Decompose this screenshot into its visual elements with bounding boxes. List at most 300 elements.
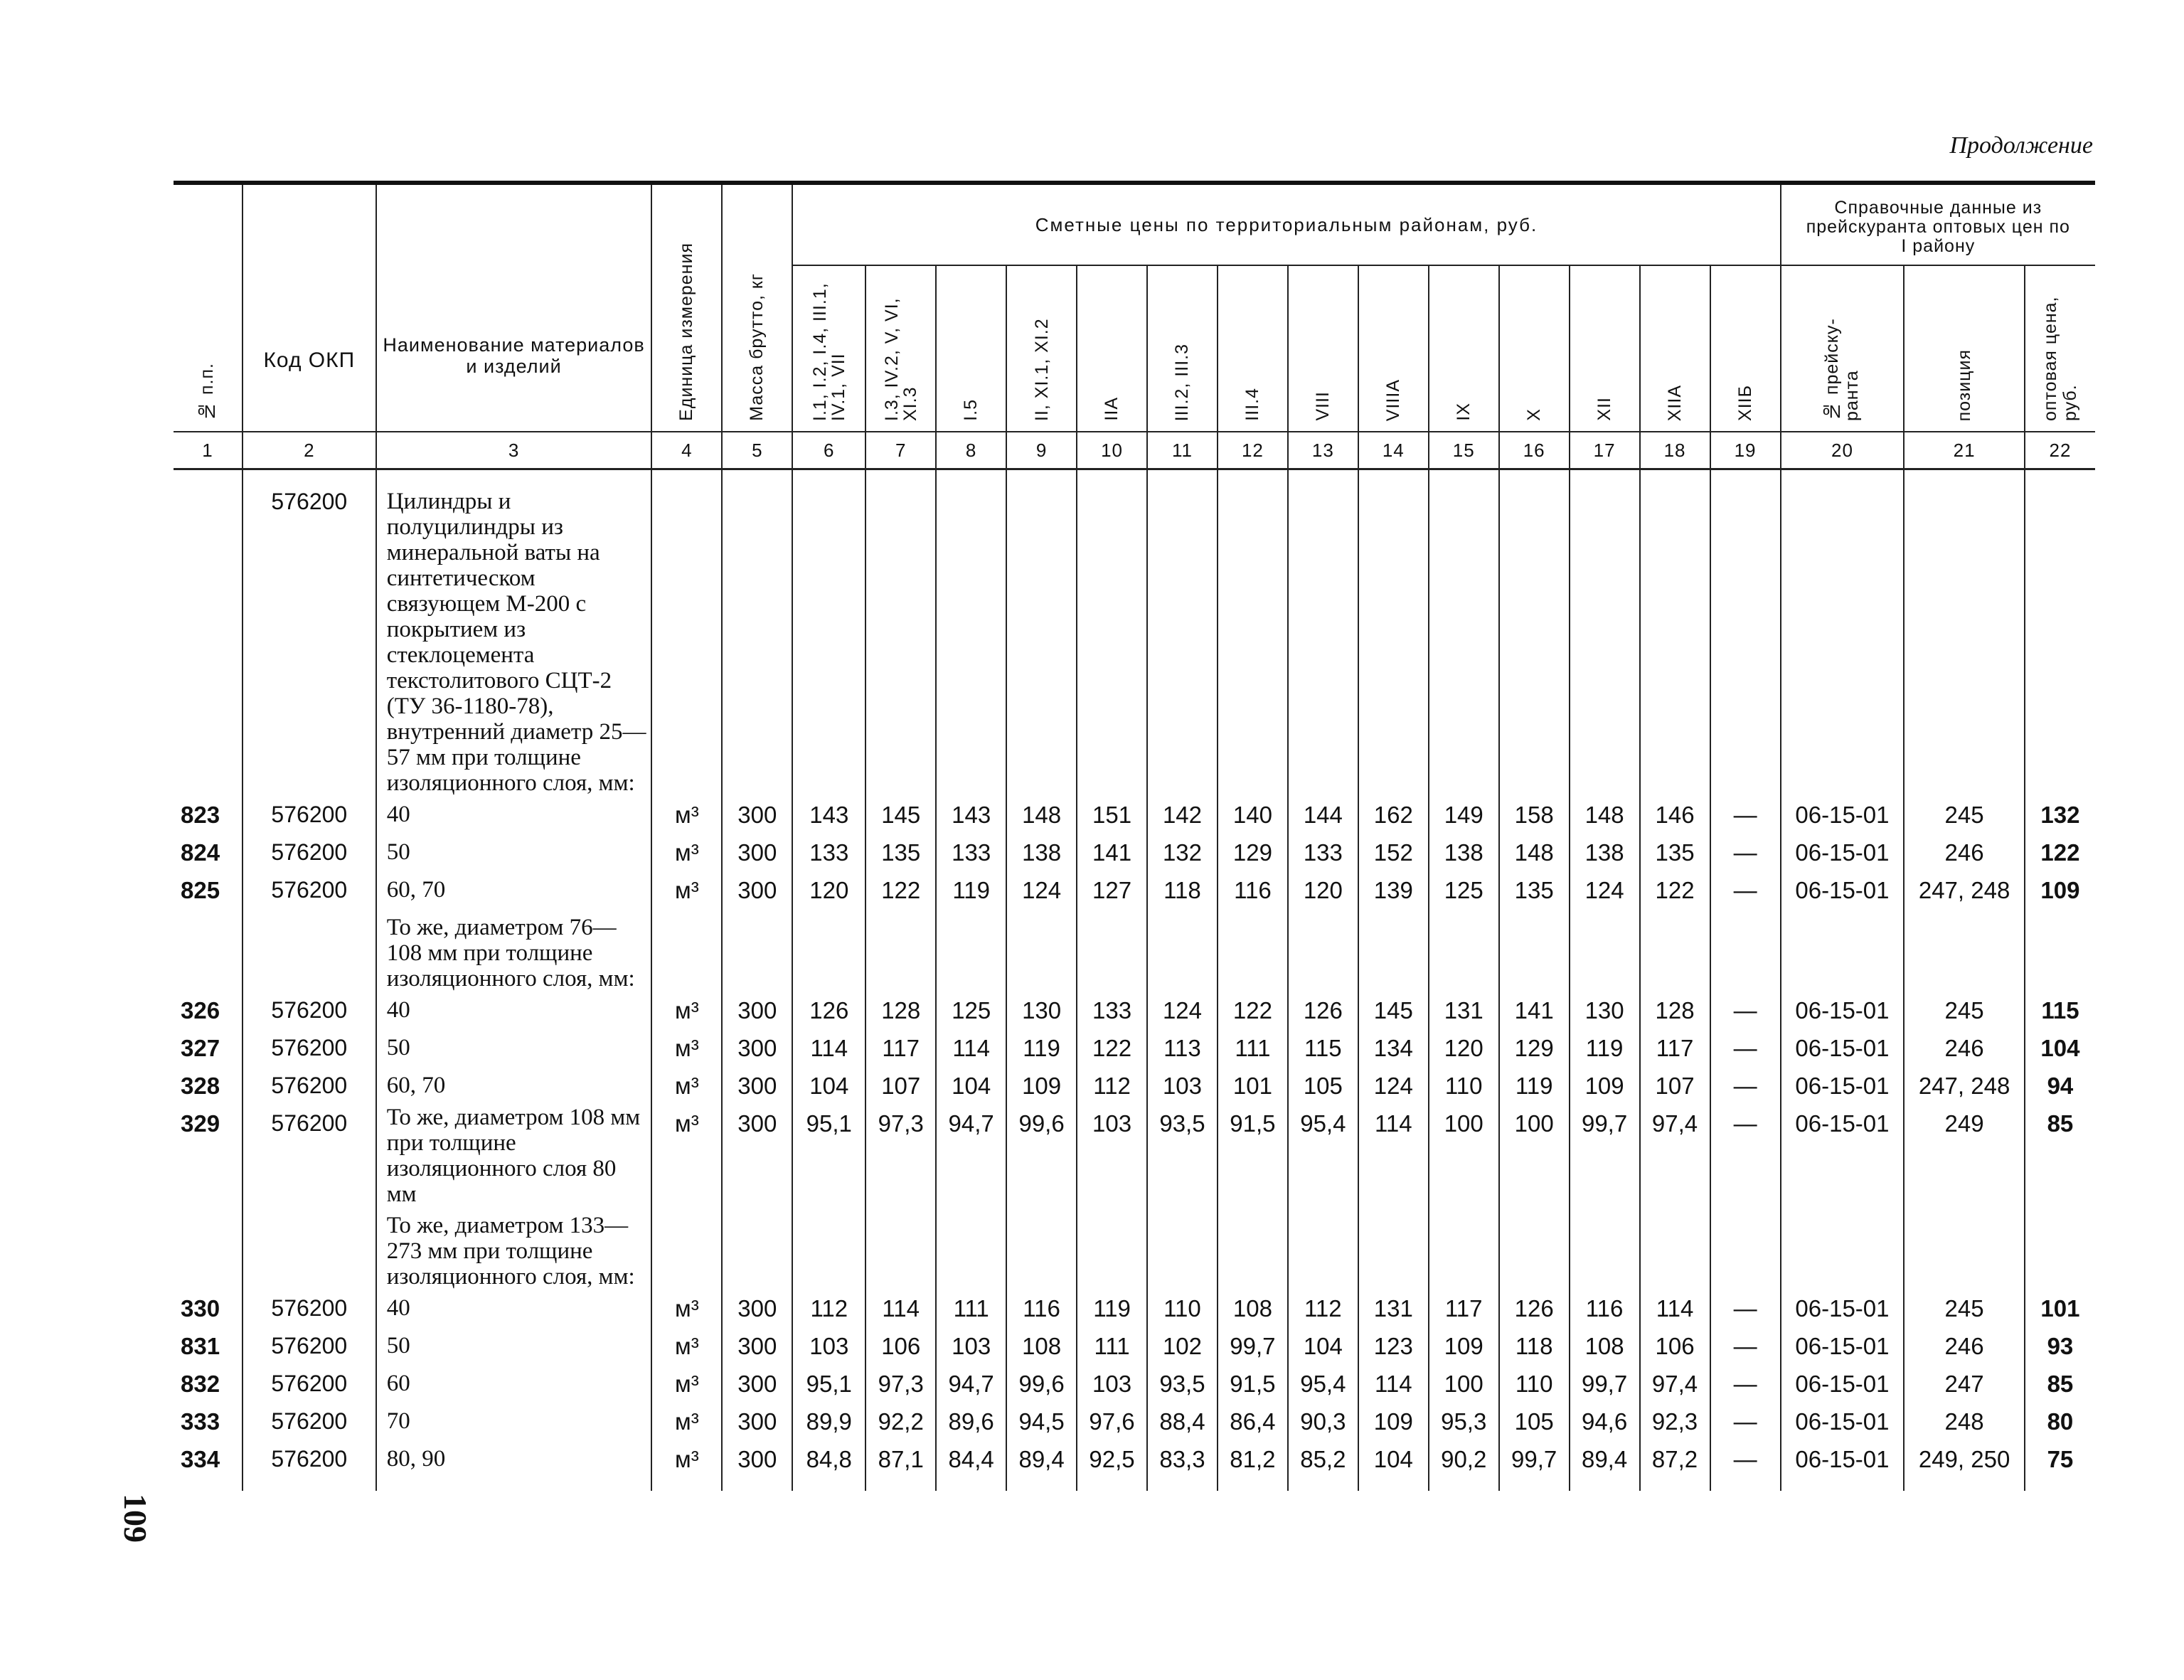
region-price: 95,4 [1288, 1105, 1358, 1207]
spacer-cell [1358, 469, 1429, 484]
region-price: 131 [1429, 991, 1499, 1029]
region-price: 112 [792, 1290, 865, 1327]
item-name: 80, 90 [376, 1440, 652, 1478]
price-list-position: 245 [1904, 796, 2025, 834]
price-list-number: 06-15-01 [1781, 1403, 1905, 1440]
empty-cell [1570, 909, 1640, 991]
spacer-cell [1904, 469, 2025, 484]
region-price: 92,5 [1077, 1440, 1147, 1478]
item-name: 50 [376, 834, 652, 871]
spacer-cell [2025, 469, 2095, 484]
region-price: 90,2 [1429, 1440, 1499, 1478]
empty-cell [1288, 1207, 1358, 1290]
region-price: 112 [1288, 1290, 1358, 1327]
empty-cell [1358, 909, 1429, 991]
region-price: 126 [1499, 1290, 1570, 1327]
spacer-cell [1077, 1478, 1147, 1491]
region-price: 117 [1640, 1029, 1710, 1067]
header-mass: Масса брутто, кг [722, 183, 792, 432]
wholesale-price: 132 [2025, 796, 2095, 834]
gross-mass: 300 [722, 1440, 792, 1478]
region-price: 114 [1358, 1105, 1429, 1207]
price-list-position: 249 [1904, 1105, 2025, 1207]
table-row [174, 1403, 2095, 1440]
table-row [174, 1290, 2095, 1327]
empty-cell [865, 909, 936, 991]
empty-cell [1358, 483, 1429, 796]
continuation-label: Продолжение [1949, 132, 2093, 159]
region-price: 99,7 [1570, 1365, 1640, 1403]
col-number: 17 [1570, 432, 1640, 469]
region-price: 143 [792, 796, 865, 834]
region-price: 92,2 [865, 1403, 936, 1440]
region-price: 109 [1429, 1327, 1499, 1365]
header-prices-group: Сметные цены по территориальным районам, руб. [792, 183, 1780, 265]
spacer-cell [1781, 469, 1905, 484]
region-price: 132 [1147, 834, 1218, 871]
region-price: 126 [792, 991, 865, 1029]
col-number: 19 [1710, 432, 1781, 469]
region-price: 89,9 [792, 1403, 865, 1440]
region-price: 94,7 [936, 1365, 1006, 1403]
empty-cell [1077, 909, 1147, 991]
gross-mass: 300 [722, 1365, 792, 1403]
region-price: 108 [1006, 1327, 1077, 1365]
region-price: 149 [1429, 796, 1499, 834]
region-price: 94,5 [1006, 1403, 1077, 1440]
price-list-position: 249, 250 [1904, 1440, 2025, 1478]
row-number: 825 [181, 877, 220, 903]
region-price: 133 [1077, 991, 1147, 1029]
unit: м³ [651, 1290, 722, 1327]
empty-cell [1077, 483, 1147, 796]
region-price: 152 [1358, 834, 1429, 871]
region-price: 114 [936, 1029, 1006, 1067]
table-row [174, 1029, 2095, 1067]
empty-cell [1640, 909, 1710, 991]
region-price: 94,7 [936, 1105, 1006, 1207]
empty-cell [865, 1207, 936, 1290]
row-number: 327 [181, 1035, 220, 1061]
col-number: 4 [651, 432, 722, 469]
table-row [174, 1440, 2095, 1478]
col-number: 5 [722, 432, 792, 469]
region-price: 122 [1640, 871, 1710, 909]
price-list-number: 06-15-01 [1781, 796, 1905, 834]
empty-cell [651, 483, 722, 796]
region-price: 111 [1218, 1029, 1288, 1067]
okp-code: 576200 [243, 1290, 376, 1327]
region-price: 123 [1358, 1327, 1429, 1365]
empty-cell [1077, 1207, 1147, 1290]
region-price: 95,1 [792, 1365, 865, 1403]
unit: м³ [651, 834, 722, 871]
empty-cell [1218, 909, 1288, 991]
col-number: 14 [1358, 432, 1429, 469]
spacer-cell [1147, 1478, 1218, 1491]
header-region: XIIA [1640, 265, 1710, 432]
region-price: 89,4 [1006, 1440, 1077, 1478]
region-price: 100 [1429, 1365, 1499, 1403]
price-list-number: 06-15-01 [1781, 1029, 1905, 1067]
spacer-row [174, 1478, 2095, 1491]
region-price: 143 [936, 796, 1006, 834]
unit: м³ [651, 871, 722, 909]
region-price: 138 [1570, 834, 1640, 871]
spacer-cell [1640, 1478, 1710, 1491]
gross-mass: 300 [722, 834, 792, 871]
region-price: 99,7 [1570, 1105, 1640, 1207]
okp-code: 576200 [243, 871, 376, 909]
spacer-cell [1358, 1478, 1429, 1491]
region-price: 162 [1358, 796, 1429, 834]
empty-cell [1570, 483, 1640, 796]
region-price: 86,4 [1218, 1403, 1288, 1440]
item-name: 70 [376, 1403, 652, 1440]
region-price: 120 [1288, 871, 1358, 909]
wholesale-price: 85 [2025, 1365, 2095, 1403]
spacer-cell [1570, 1478, 1640, 1491]
wholesale-price: 93 [2025, 1327, 2095, 1365]
col-number: 11 [1147, 432, 1218, 469]
region-price: 119 [1499, 1067, 1570, 1105]
region-price: 89,4 [1570, 1440, 1640, 1478]
spacer-cell [174, 469, 243, 484]
region-price: 97,6 [1077, 1403, 1147, 1440]
region-price: 129 [1499, 1029, 1570, 1067]
unit: м³ [651, 1327, 722, 1365]
region-price: 91,5 [1218, 1365, 1288, 1403]
price-list-position: 247 [1904, 1365, 2025, 1403]
header-region: IX [1429, 265, 1499, 432]
region-price: 110 [1429, 1067, 1499, 1105]
group-description-row [174, 483, 2095, 796]
region-price: 128 [1640, 991, 1710, 1029]
empty-cell [1499, 1207, 1570, 1290]
region-price: 97,4 [1640, 1105, 1710, 1207]
spacer-cell [376, 1478, 652, 1491]
empty-cell [1218, 483, 1288, 796]
region-price: 129 [1218, 834, 1288, 871]
wholesale-price: 94 [2025, 1067, 2095, 1105]
region-price: 99,7 [1218, 1327, 1288, 1365]
wholesale-price: 122 [2025, 834, 2095, 871]
region-price: — [1710, 1365, 1781, 1403]
region-price: 146 [1640, 796, 1710, 834]
region-price: 89,6 [936, 1403, 1006, 1440]
region-price: 118 [1499, 1327, 1570, 1365]
region-price: — [1710, 1403, 1781, 1440]
region-price: 97,4 [1640, 1365, 1710, 1403]
header-ref-price: оптовая цена, руб. [2025, 265, 2095, 432]
region-price: 144 [1288, 796, 1358, 834]
spacer-cell [792, 1478, 865, 1491]
region-price: 133 [792, 834, 865, 871]
wholesale-price: 115 [2025, 991, 2095, 1029]
region-price: 116 [1006, 1290, 1077, 1327]
group-okp [243, 909, 376, 991]
spacer-cell [1429, 1478, 1499, 1491]
spacer-cell [1570, 469, 1640, 484]
price-list-number: 06-15-01 [1781, 1327, 1905, 1365]
region-price: 139 [1358, 871, 1429, 909]
price-list-number: 06-15-01 [1781, 1365, 1905, 1403]
region-price: 110 [1147, 1290, 1218, 1327]
region-price: 140 [1218, 796, 1288, 834]
table-row [174, 834, 2095, 871]
col-number: 10 [1077, 432, 1147, 469]
spacer-cell [1904, 1478, 2025, 1491]
region-price: 111 [1077, 1327, 1147, 1365]
unit: м³ [651, 1029, 722, 1067]
price-list-position: 247, 248 [1904, 1067, 2025, 1105]
column-numbers-row [174, 432, 2095, 469]
region-price: 108 [1570, 1327, 1640, 1365]
row-number: 326 [181, 997, 220, 1024]
okp-code: 576200 [243, 796, 376, 834]
okp-code: 576200 [243, 1440, 376, 1478]
region-price: 104 [936, 1067, 1006, 1105]
region-price: 87,2 [1640, 1440, 1710, 1478]
region-price: — [1710, 871, 1781, 909]
gross-mass: 300 [722, 991, 792, 1029]
region-price: 114 [865, 1290, 936, 1327]
region-price: 97,3 [865, 1365, 936, 1403]
spacer-cell [722, 1478, 792, 1491]
region-price: 128 [865, 991, 936, 1029]
unit: м³ [651, 1067, 722, 1105]
item-name: То же, диаметром 108 мм при толщине изоляционного слоя 80 мм [376, 1105, 652, 1207]
col-number: 8 [936, 432, 1006, 469]
unit: м³ [651, 1365, 722, 1403]
empty-cell [1006, 483, 1077, 796]
empty-cell [936, 909, 1006, 991]
price-list-number: 06-15-01 [1781, 871, 1905, 909]
empty-cell [651, 1207, 722, 1290]
region-price: 109 [1570, 1067, 1640, 1105]
price-list-number: 06-15-01 [1781, 1105, 1905, 1207]
wholesale-price: 104 [2025, 1029, 2095, 1067]
region-price: — [1710, 834, 1781, 871]
spacer-cell [1077, 469, 1147, 484]
region-price: 111 [936, 1290, 1006, 1327]
empty-cell [1499, 909, 1570, 991]
region-price: 135 [1640, 834, 1710, 871]
region-price: 114 [1358, 1365, 1429, 1403]
region-price: 124 [1006, 871, 1077, 909]
empty-cell [2025, 1207, 2095, 1290]
header-region: III.2, III.3 [1147, 265, 1218, 432]
empty-cell [1358, 1207, 1429, 1290]
empty-cell [1904, 909, 2025, 991]
empty-cell [1640, 1207, 1710, 1290]
spacer-cell [865, 1478, 936, 1491]
price-list-number: 06-15-01 [1781, 1067, 1905, 1105]
table-row [174, 796, 2095, 834]
col-number: 21 [1904, 432, 2025, 469]
region-price: 119 [1570, 1029, 1640, 1067]
empty-cell [1781, 483, 1905, 796]
price-list-number: 06-15-01 [1781, 1440, 1905, 1478]
region-price: 104 [1288, 1327, 1358, 1365]
gross-mass: 300 [722, 1403, 792, 1440]
table-row [174, 1365, 2095, 1403]
spacer-cell [651, 469, 722, 484]
spacer-cell [1429, 469, 1499, 484]
region-price: 91,5 [1218, 1105, 1288, 1207]
gross-mass: 300 [722, 1105, 792, 1207]
region-price: 117 [865, 1029, 936, 1067]
empty-cell [2025, 483, 2095, 796]
spacer-cell [1006, 1478, 1077, 1491]
region-price: 105 [1288, 1067, 1358, 1105]
wholesale-price: 80 [2025, 1403, 2095, 1440]
spacer-cell [243, 1478, 376, 1491]
region-price: 133 [1288, 834, 1358, 871]
col-number: 16 [1499, 432, 1570, 469]
wholesale-price: 75 [2025, 1440, 2095, 1478]
region-price: 122 [865, 871, 936, 909]
item-name: 60, 70 [376, 1067, 652, 1105]
region-price: 109 [1358, 1403, 1429, 1440]
row-number: 333 [181, 1408, 220, 1435]
okp-code: 576200 [243, 991, 376, 1029]
spacer-cell [1288, 1478, 1358, 1491]
header-num: № п.п. [174, 183, 243, 432]
okp-code: 576200 [243, 1327, 376, 1365]
gross-mass: 300 [722, 1290, 792, 1327]
spacer-cell [722, 469, 792, 484]
row-number-cell [174, 1207, 243, 1290]
item-name: 40 [376, 991, 652, 1029]
item-name: 60, 70 [376, 871, 652, 909]
okp-code: 576200 [243, 1067, 376, 1105]
row-number: 823 [181, 802, 220, 828]
gross-mass: 300 [722, 1029, 792, 1067]
row-number: 328 [181, 1073, 220, 1099]
region-price: 94,6 [1570, 1403, 1640, 1440]
empty-cell [1288, 483, 1358, 796]
empty-cell [1781, 1207, 1905, 1290]
group-title: То же, диаметром 133—273 мм при толщине изоляционного слоя, мм: [376, 1207, 652, 1290]
region-price: — [1710, 1440, 1781, 1478]
gross-mass: 300 [722, 1327, 792, 1365]
region-price: 116 [1570, 1290, 1640, 1327]
spacer-cell [1781, 1478, 1905, 1491]
item-name: 60 [376, 1365, 652, 1403]
group-description-row [174, 1207, 2095, 1290]
spacer-cell [1218, 469, 1288, 484]
spacer-cell [865, 469, 936, 484]
col-number: 9 [1006, 432, 1077, 469]
col-number: 7 [865, 432, 936, 469]
region-price: 108 [1218, 1290, 1288, 1327]
region-price: 100 [1499, 1105, 1570, 1207]
region-price: — [1710, 1067, 1781, 1105]
col-number: 13 [1288, 432, 1358, 469]
region-price: 107 [1640, 1067, 1710, 1105]
region-price: 81,2 [1218, 1440, 1288, 1478]
header-ref-position: позиция [1904, 265, 2025, 432]
region-price: 92,3 [1640, 1403, 1710, 1440]
region-price: 103 [1077, 1105, 1147, 1207]
empty-cell [1147, 909, 1218, 991]
spacer-cell [1006, 469, 1077, 484]
region-price: 125 [936, 991, 1006, 1029]
region-price: 148 [1499, 834, 1570, 871]
header-region: VIII [1288, 265, 1358, 432]
region-price: 95,1 [792, 1105, 865, 1207]
wholesale-price: 85 [2025, 1105, 2095, 1207]
header-unit: Единица измерения [651, 183, 722, 432]
wholesale-price: 109 [2025, 871, 2095, 909]
price-list-number: 06-15-01 [1781, 991, 1905, 1029]
empty-cell [1904, 1207, 2025, 1290]
row-number: 329 [181, 1110, 220, 1137]
col-number: 18 [1640, 432, 1710, 469]
region-price: 133 [936, 834, 1006, 871]
header-region: IIA [1077, 265, 1147, 432]
region-price: 87,1 [865, 1440, 936, 1478]
header-region: I.1, I.2, I.4, III.1, IV.1, VII [792, 265, 865, 432]
price-list-position: 247, 248 [1904, 871, 2025, 909]
region-price: 141 [1077, 834, 1147, 871]
col-number: 20 [1781, 432, 1905, 469]
table-row [174, 1067, 2095, 1105]
region-price: 135 [1499, 871, 1570, 909]
region-price: 119 [936, 871, 1006, 909]
group-title: Цилиндры и полуцилиндры из минеральной ваты на синтетическом связующем М-200 с покрытием из стеклоцемента текстолитового СЦТ-2 (ТУ 36-1180-78), внутренний диаметр 25—57 мм при толщине изоляционного слоя, мм: [376, 483, 652, 796]
price-list-position: 246 [1904, 1327, 2025, 1365]
empty-cell [1147, 483, 1218, 796]
okp-code: 576200 [243, 1365, 376, 1403]
item-name: 40 [376, 1290, 652, 1327]
item-name: 40 [376, 796, 652, 834]
region-price: 102 [1147, 1327, 1218, 1365]
region-price: 130 [1006, 991, 1077, 1029]
region-price: 90,3 [1288, 1403, 1358, 1440]
region-price: — [1710, 1290, 1781, 1327]
group-okp [243, 1207, 376, 1290]
spacer-cell [1640, 469, 1710, 484]
empty-cell [1218, 1207, 1288, 1290]
region-price: 115 [1288, 1029, 1358, 1067]
col-number: 22 [2025, 432, 2095, 469]
empty-cell [722, 1207, 792, 1290]
price-list-position: 245 [1904, 991, 2025, 1029]
row-number-cell [174, 483, 243, 796]
price-list-position: 245 [1904, 1290, 2025, 1327]
region-price: 103 [936, 1327, 1006, 1365]
region-price: 138 [1006, 834, 1077, 871]
region-price: 106 [865, 1327, 936, 1365]
region-price: 95,3 [1429, 1403, 1499, 1440]
empty-cell [722, 909, 792, 991]
empty-cell [1147, 1207, 1218, 1290]
header-region: II, XI.1, XI.2 [1006, 265, 1077, 432]
region-price: 114 [792, 1029, 865, 1067]
region-price: 99,6 [1006, 1365, 1077, 1403]
region-price: 131 [1358, 1290, 1429, 1327]
empty-cell [792, 1207, 865, 1290]
col-number: 12 [1218, 432, 1288, 469]
empty-cell [936, 1207, 1006, 1290]
empty-cell [1429, 909, 1499, 991]
row-number-cell [174, 909, 243, 991]
table-row [174, 1105, 2095, 1207]
row-number: 824 [181, 839, 220, 866]
page-number: 109 [117, 1494, 154, 1543]
